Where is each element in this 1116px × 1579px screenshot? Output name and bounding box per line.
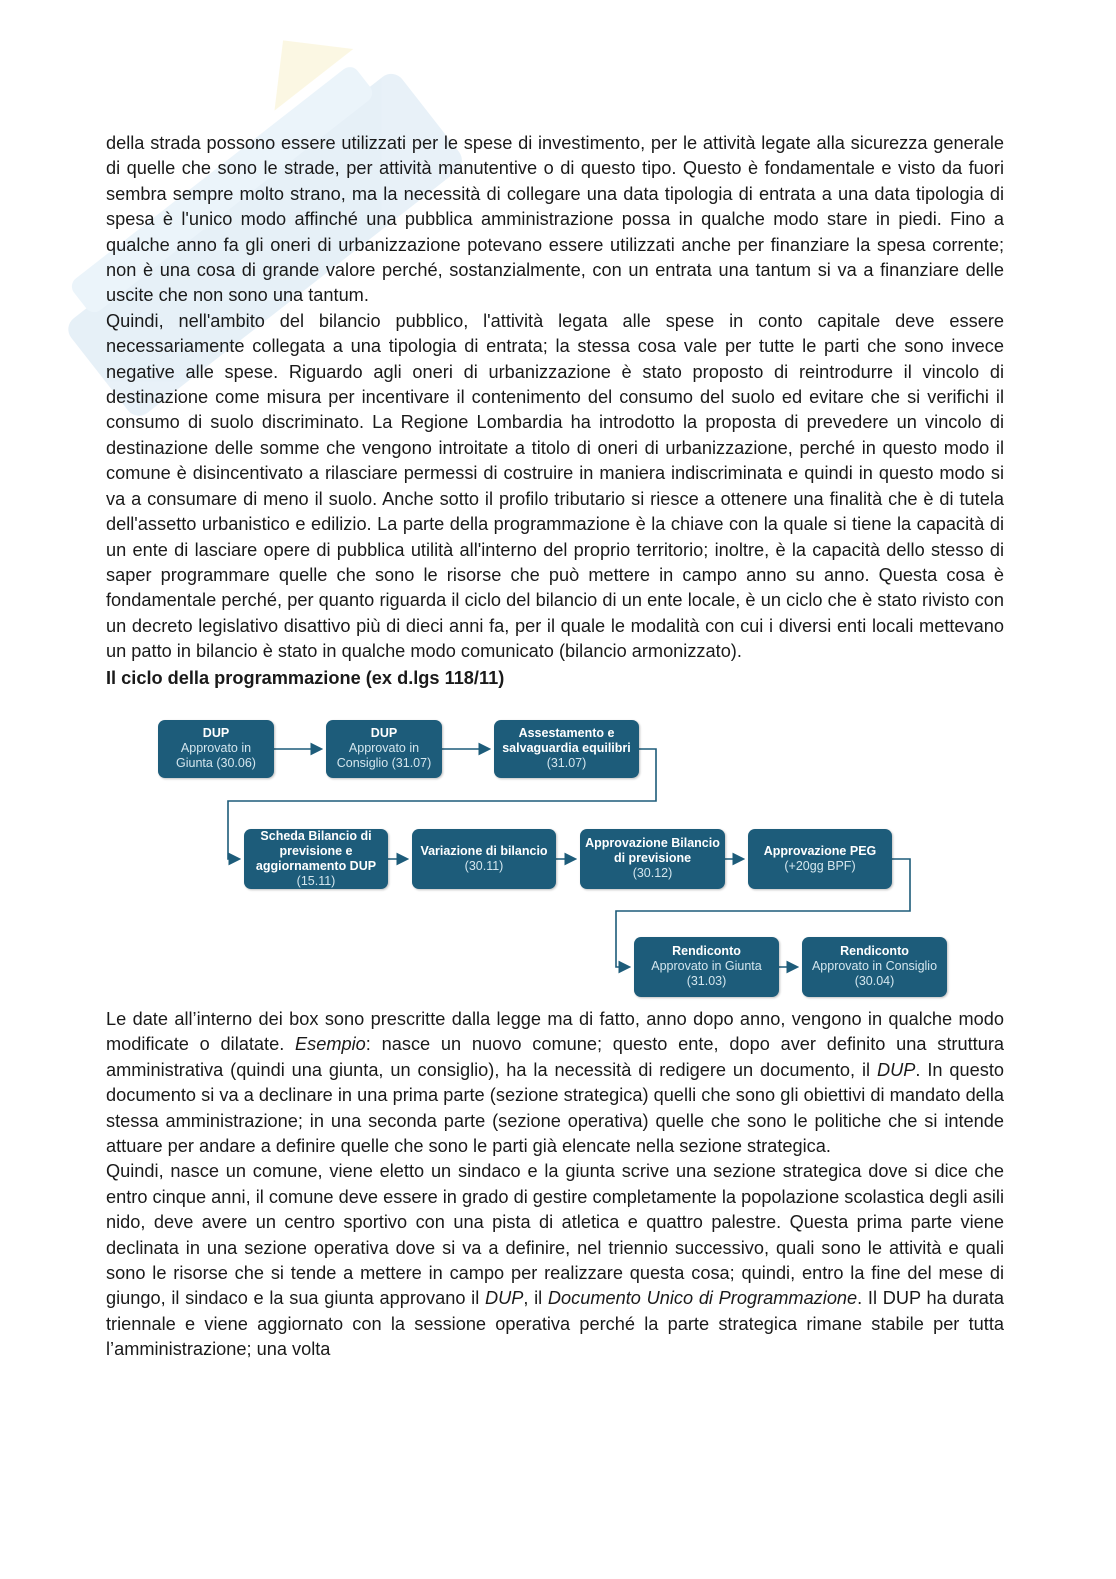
cycle-box (802, 937, 947, 997)
cycle-box (244, 829, 388, 889)
cycle-box (326, 720, 442, 778)
text-run: : nasce un nuovo comune; questo ente, dopo aver definito una struttura amministrativa (quindi una giunta, un consiglio), ha la necessità di redigere un documento, il (106, 1034, 1004, 1080)
text-run: . In questo documento si va a declinare in una prima parte (sezione strategica) quelli che sono gli obiettivi di mandato della stessa amministrazione; in una seconda parte (sezione operativa) quelle che sono le politiche che si intende attuare per andare a definire quelle che sono le parti già elencate nella sezione strategica. (106, 1059, 1005, 1156)
cycle-box (580, 829, 725, 889)
section-heading: Il ciclo della programmazione (ex d.lgs 118/11) (106, 667, 505, 688)
text-run: . Il DUP ha durata triennale e viene aggiornato con la sessione operativa perché la parte strategica rimane stabile per tutta l’amministrazione; una volta (106, 1288, 1004, 1360)
cycle-box-title: Variazione di bilancio (420, 843, 548, 858)
cycle-box-title: Rendiconto (672, 944, 741, 959)
paragraph: della strada possono essere utilizzati per le spese di investimento, per le attività legate alla sicurezza generale di quelle che sono le strade, per attività manutentive o di questo tipo. Questo è fondamentale e visto da fuori sembra sempre molto strano, ma la necessità di collegare una data tipologia di entrata a una data tipologia di spesa è l'unico modo affinché una pubblica amministrazione possa in qualche modo stare in piedi. Fino a qualche anno fa gli oneri di urbanizzazione potevano essere utilizzati anche per finanziare la spesa corrente; non è una cosa di grande valore perché, sostanzialmente, con un entrata una tantum si va a finanziare delle uscite che non sono una tantum. (106, 133, 1004, 306)
paragraph: Quindi, nell'ambito del bilancio pubblico, l'attività legata alle spese in conto capitale deve essere necessariamente collegata a una tipologia di entrata; la stessa cosa vale per tutte le parti che sono invece negative alle spese. Riguardo agli oneri di urbanizzazione è stato proposto di reintrodurre il vincolo di destinazione come misura per incentivare il contenimento del consumo del suolo ed evitare che si verifichi il consumo di suolo discriminato. La Regione Lombardia ha introdotto la proposta di prevedere un vincolo di destinazione delle somme che vengono introitate a titolo di oneri di urbanizzazione, perché in questo modo il comune è disincentivato a rilasciare permessi di costruire in maniera indiscriminata e quindi in questo modo si va a consumare di meno il suolo. Anche sotto il profilo tributario si riesce a ottenere una finalità che è di tutela dell'assetto urbanistico e edilizio. La parte della programmazione è la chiave con la quale si tiene la capacità di un ente di lasciare opere di pubblica utilità all'interno del proprio territorio; inoltre, è la capacità dello stesso di saper programmare quelle che sono le risorse che può mettere in campo anno su anno. Questa cosa è fondamentale perché, per quanto riguarda il ciclo del bilancio di un ente locale, è un ciclo che è stato rivisto con un decreto legislativo disattivo più di dieci anni fa, per il quale le modalità con cui i diversi enti locali mettevano un patto in bilancio è stato in qualche modo comunicato (bilancio armonizzato). (106, 310, 1004, 662)
cycle-box-subtitle: (30.12) (632, 866, 673, 881)
document-page (106, 131, 1004, 1363)
text-run: Le date all’interno dei box sono prescritte dalla legge ma di fatto, anno dopo anno, vengono in qualche modo modificate o dilatate. (106, 1008, 1004, 1055)
cycle-box-title: Rendiconto (840, 944, 909, 959)
cycle-box (158, 720, 274, 778)
cycle-box-title: DUP (202, 726, 230, 741)
cycle-box-subtitle: (+20gg BPF) (784, 858, 856, 873)
cycle-box (412, 829, 556, 889)
cycle-box-title: DUP (370, 726, 398, 741)
cycle-box-subtitle: Approvato in Giunta (31.03) (651, 959, 762, 989)
text-run: , il (523, 1288, 548, 1309)
cycle-box-title: Approvazione Bilancio di previsione (585, 836, 720, 866)
cycle-box-subtitle: (30.11) (464, 858, 504, 873)
text-run: Quindi, nasce un comune, viene eletto un sindaco e la giunta scrive una sezione strategica dove si dice che entro cinque anni, il comune deve essere in grado di gestire completamente la popolazione scolastica degli asili nido, deve avere un centro sportivo con una pista di atletica e quattro palestre. Questa prima parte viene declinata in una sezione operativa dove si va a definire, nel triennio successivo, quali sono le attività e quali sono le risorse che si tende a mettere in campo per realizzare questa cosa; quindi, entro la fine del mese di giungo, il sindaco e la sua giunta approvano il (106, 1161, 1004, 1309)
cycle-box-subtitle: Approvato in Consiglio (31.07) (336, 741, 432, 771)
cycle-box-title: Approvazione PEG (763, 843, 877, 858)
cycle-box-subtitle: (15.11) (296, 873, 336, 888)
paragraph (106, 1007, 1004, 1159)
cycle-box-subtitle: (31.07) (546, 756, 587, 771)
italic-text: Esempio (295, 1034, 366, 1055)
cycle-box (634, 937, 779, 997)
cycle-box (494, 720, 639, 778)
cycle-box (748, 829, 892, 889)
italic-text: DUP (876, 1059, 916, 1080)
italic-text: Documento Unico di Programmazione (547, 1288, 858, 1309)
cycle-box-title: Scheda Bilancio di previsione e aggiornamento DUP (255, 828, 377, 873)
italic-text: DUP (484, 1288, 524, 1309)
cycle-box-title: Assestamento e salvaguardia equilibri (502, 726, 631, 756)
cycle-box-subtitle: Approvato in Consiglio (30.04) (811, 959, 938, 989)
paragraph (106, 1159, 1004, 1362)
programming-cycle-diagram (106, 693, 1004, 993)
cycle-box-subtitle: Approvato in Giunta (30.06) (176, 741, 256, 771)
